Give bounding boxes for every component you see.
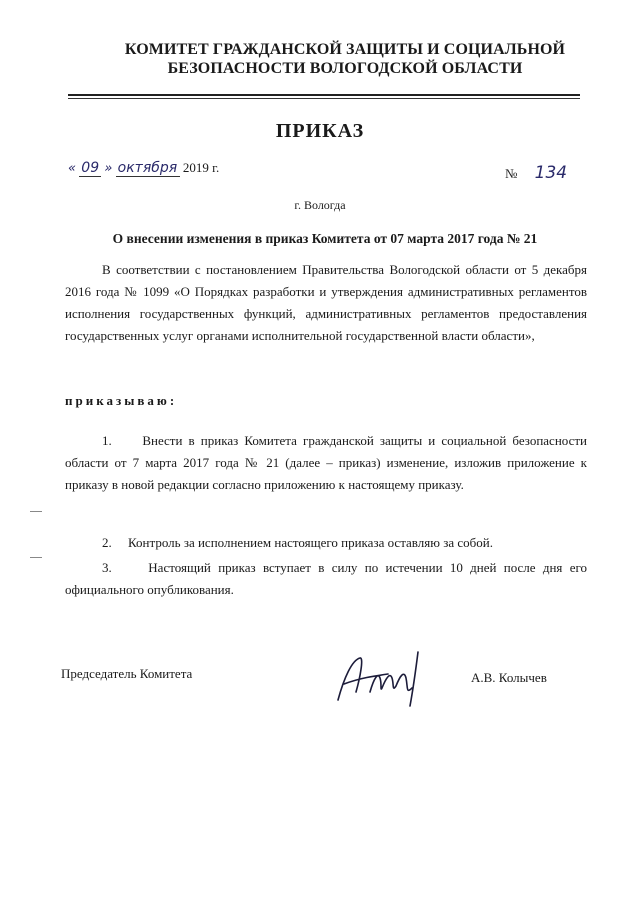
document-subject: О внесении изменения в приказ Комитета от 07 марта 2017 года № 21 (112, 231, 538, 246)
item-text: Внести в приказ Комитета гражданской защиты и социальной безопасности области от 7 марта 2017 года № 21 (далее – приказ) изменение, изложив приложение к приказу в новой редакции согласно приложению к настоящему приказу. (65, 433, 588, 492)
document-number (505, 163, 567, 183)
item-text: Настоящий приказ вступает в силу по истечении 10 дней после дня его официального опубликования. (65, 560, 588, 597)
header-rule-thick (68, 94, 580, 96)
signatory-name: А.В. Колычев (471, 670, 547, 685)
number-value: 134 (534, 163, 568, 183)
date-day: 09 (81, 160, 100, 176)
date-close-quote: » (104, 161, 113, 176)
document-city: г. Вологда (294, 198, 346, 212)
document-date (68, 160, 219, 177)
document-title: ПРИКАЗ (275, 120, 365, 142)
date-month: октября (116, 160, 180, 177)
handwritten-signature (330, 648, 430, 708)
item-number: 2. (102, 535, 112, 550)
date-open-quote: « (68, 161, 77, 176)
preamble-paragraph: В соответствии с постановлением Правительства Вологодской области от 5 декабря 2016 года № 1099 «О Порядках разработки и утверждения административных регламентов исполнения государственных функций, административных регламентов предоставления государственных услуг органами исполнительной государственной власти области», (65, 262, 587, 343)
order-item-3 (65, 557, 587, 601)
item-number: 3. (102, 560, 112, 575)
header-line-1: КОМИТЕТ ГРАЖДАНСКОЙ ЗАЩИТЫ И СОЦИАЛЬНОЙ (124, 41, 566, 58)
order-word: приказываю: (65, 393, 178, 408)
signatory-role: Председатель Комитета (61, 666, 193, 681)
header-rule-thin (68, 98, 580, 99)
header-line-2: БЕЗОПАСНОСТИ ВОЛОГОДСКОЙ ОБЛАСТИ (167, 60, 523, 77)
item-number: 1. (102, 433, 112, 448)
order-item-1 (65, 430, 587, 496)
margin-mark (30, 557, 42, 558)
organization-header (95, 40, 595, 78)
margin-mark (30, 511, 42, 512)
order-item-2 (65, 532, 587, 554)
number-label: № (505, 166, 518, 181)
date-year: 2019 г. (182, 160, 220, 175)
item-text: Контроль за исполнением настоящего приказа оставляю за собой. (128, 535, 493, 550)
